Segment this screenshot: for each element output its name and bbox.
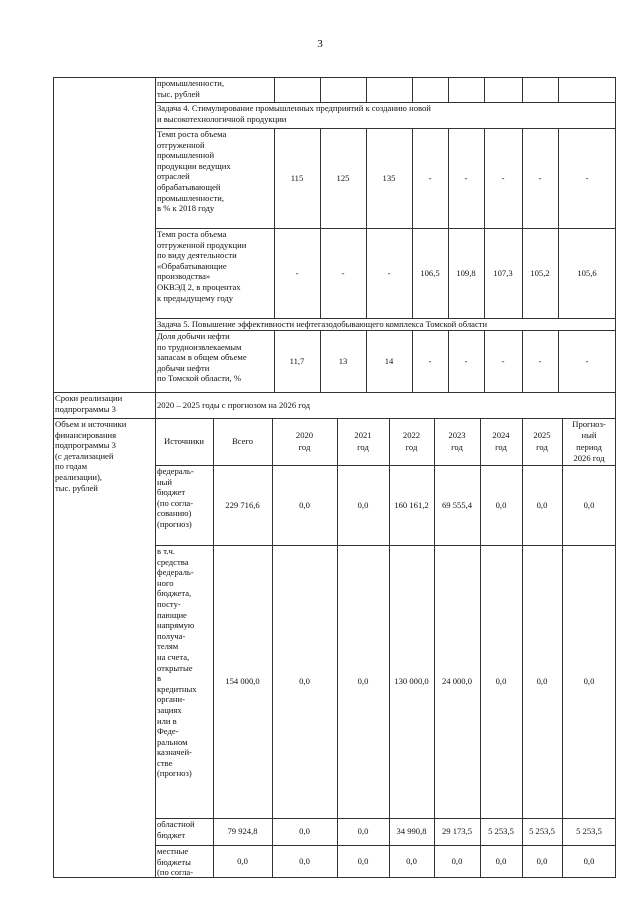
terms-label-line: Сроки реализации — [55, 393, 123, 403]
funding-value-line: 154 000,0 — [225, 676, 260, 687]
funding-value-line: 0,0 — [357, 826, 369, 837]
indicator-label-line: продукции ведущих — [157, 160, 231, 171]
column-header-line: 2024 — [492, 430, 510, 441]
indicator-value-line: 135 — [382, 172, 396, 183]
task-heading — [155, 103, 616, 129]
column-header-line: 2023 — [448, 430, 466, 441]
indicator-value — [366, 228, 412, 318]
funding-value — [389, 845, 434, 878]
funding-source-label-line: бюджет — [157, 829, 186, 840]
funding-source-label-line: Феде- — [157, 726, 179, 737]
indicator-value-line: 13 — [338, 355, 348, 366]
indicator-label-line: обрабатывающей — [157, 181, 221, 192]
column-header-line: период — [576, 441, 602, 452]
indicator-value — [412, 330, 448, 392]
funding-value-line: 0,0 — [536, 499, 548, 510]
funding-value — [337, 545, 389, 818]
indicator-label-line: по виду деятельности — [157, 250, 237, 261]
funding-value-line: 0,0 — [536, 856, 548, 867]
funding-value — [480, 465, 522, 545]
funding-label-line: (с детализацией — [55, 450, 114, 461]
funding-source-label-line: на счета, — [157, 651, 190, 662]
funding-source-label-line: средства — [157, 556, 189, 567]
funding-value-line: 0,0 — [357, 676, 369, 687]
indicator-value — [484, 330, 522, 392]
funding-value — [522, 465, 562, 545]
funding-value — [562, 545, 616, 818]
terms-value-line: 2020 – 2025 годы с прогнозом на 2026 год — [157, 399, 311, 410]
funding-value — [522, 845, 562, 878]
indicator-value-line: 107,3 — [493, 267, 513, 278]
indicator-value-line: - — [585, 355, 589, 366]
terms-label — [53, 393, 155, 419]
indicator-value — [558, 128, 616, 228]
funding-value — [213, 845, 272, 878]
funding-value-line: 130 000,0 — [394, 676, 429, 687]
funding-value-line: 5 253,5 — [488, 826, 514, 837]
indicator-value — [274, 128, 320, 228]
column-divider — [412, 77, 413, 102]
indicator-label-line: ОКВЭД 2, в процентах — [157, 281, 241, 292]
indicator-value-line: - — [464, 355, 468, 366]
funding-value — [272, 818, 337, 845]
funding-value-line: 0,0 — [299, 499, 310, 510]
funding-value — [337, 465, 389, 545]
column-header-line: 2021 — [354, 430, 372, 441]
funding-value-line: 5 253,5 — [529, 826, 555, 837]
column-header — [389, 418, 434, 465]
funding-label — [53, 419, 155, 509]
column-header — [213, 418, 272, 465]
funding-source-label-line: в — [157, 673, 162, 684]
funding-source-label-line: напрямую — [157, 620, 195, 631]
funding-label-line: подпрограммы 3 — [55, 440, 116, 451]
indicator-label-line: в % к 2018 году — [157, 203, 215, 214]
funding-value — [213, 545, 272, 818]
task-heading-line: и высокотехнологичной продукции — [157, 113, 287, 124]
column-divider — [522, 77, 523, 102]
indicator-label — [155, 229, 274, 319]
column-header — [562, 418, 616, 465]
column-divider — [558, 77, 559, 102]
funding-source-label-line: бюджета, — [157, 588, 192, 599]
indicator-value-line: 106,5 — [420, 267, 440, 278]
funding-source-label-line: телям — [157, 641, 179, 652]
funding-source-label-line: федераль- — [157, 567, 194, 578]
indicator-label-line: промышленности, — [157, 78, 224, 88]
indicator-value-line: 105,2 — [530, 267, 550, 278]
funding-value — [389, 545, 434, 818]
funding-value-line: 0,0 — [357, 856, 369, 867]
funding-value — [272, 465, 337, 545]
funding-value-line: 0,0 — [536, 676, 548, 687]
indicator-value-line: - — [538, 355, 542, 366]
funding-source-label-line: бюджеты — [157, 856, 191, 867]
funding-value — [337, 845, 389, 878]
funding-value-line: 0,0 — [299, 676, 310, 687]
funding-label-line: финансирования — [55, 429, 117, 440]
column-header — [434, 418, 480, 465]
indicator-value — [522, 330, 558, 392]
funding-value — [434, 818, 480, 845]
column-header — [480, 418, 522, 465]
indicator-value-line: 105,6 — [577, 267, 597, 278]
indicator-value — [484, 128, 522, 228]
indicator-value-line: - — [387, 267, 391, 278]
funding-source-label-line: ный — [157, 476, 172, 487]
funding-value — [272, 845, 337, 878]
indicator-label-line: отраслей — [157, 171, 190, 182]
funding-value — [562, 818, 616, 845]
indicator-value-line: 14 — [384, 355, 394, 366]
funding-value — [562, 845, 616, 878]
funding-source-label-line: открытые — [157, 662, 193, 673]
funding-value-line: 5 253,5 — [576, 826, 602, 837]
funding-label-line: тыс. рублей — [55, 482, 98, 493]
funding-value-line: 0,0 — [237, 856, 248, 867]
funding-value-line: 0,0 — [495, 676, 507, 687]
funding-source-label-line: федераль- — [157, 466, 194, 476]
funding-value-line: 0,0 — [406, 856, 417, 867]
funding-value — [562, 465, 616, 545]
column-divider — [484, 77, 485, 102]
indicator-label-line: Доля добычи нефти — [157, 331, 230, 341]
indicator-label-line: промышленной — [157, 150, 215, 161]
column-divider — [366, 77, 367, 102]
indicator-value — [366, 330, 412, 392]
funding-value-line: 0,0 — [357, 499, 369, 510]
column-header — [522, 418, 562, 465]
indicator-value — [274, 330, 320, 392]
indicator-value — [412, 128, 448, 228]
indicator-value-line: - — [585, 172, 589, 183]
funding-value-line: 0,0 — [583, 499, 595, 510]
indicator-value-line: - — [295, 267, 299, 278]
column-header-line: 2026 год — [573, 452, 605, 463]
indicator-label-line: отгруженной — [157, 139, 205, 150]
funding-source-label-line: органи- — [157, 694, 185, 705]
indicator-label-line: по трудноизвлекаемым — [157, 341, 242, 352]
indicator-label-line: производства» — [157, 271, 211, 282]
indicator-value — [484, 228, 522, 318]
indicator-value — [412, 228, 448, 318]
indicator-value-line: - — [428, 355, 432, 366]
column-header — [337, 418, 389, 465]
column-divider — [320, 77, 321, 102]
indicator-label — [155, 78, 274, 103]
indicator-label — [155, 331, 274, 393]
funding-value-line: 69 555,4 — [441, 499, 473, 510]
funding-source-label-line: пающие — [157, 609, 187, 620]
funding-value — [522, 545, 562, 818]
column-header-line: 2022 — [402, 430, 421, 441]
funding-source-label-line: (прогноз) — [157, 768, 192, 779]
funding-source-label-line: стве — [157, 757, 173, 768]
task-heading-line: Задача 5. Повышение эффективности нефтегазодобывающего комплекса Томской области — [157, 319, 488, 329]
funding-value — [337, 818, 389, 845]
indicator-value — [320, 330, 366, 392]
funding-value — [213, 465, 272, 545]
funding-source-label-line: зациях — [157, 704, 182, 715]
column-divider — [274, 77, 275, 102]
column-header-line: год — [536, 441, 548, 452]
indicator-value — [320, 228, 366, 318]
funding-value-line: 160 161,2 — [394, 499, 429, 510]
column-header-line: год — [451, 441, 463, 452]
indicator-value-line: 11,7 — [289, 355, 305, 366]
funding-source-label-line: (по согла- — [157, 867, 194, 878]
funding-value-line: 0,0 — [299, 826, 310, 837]
funding-value — [213, 818, 272, 845]
terms-label-line: подпрограммы 3 — [55, 403, 116, 414]
funding-value-line: 229 716,6 — [225, 499, 260, 510]
funding-source-label-line: ральном — [157, 736, 188, 747]
funding-value-line: 79 924,8 — [227, 826, 258, 837]
column-header-line: год — [405, 441, 418, 452]
column-header-line: ный — [581, 430, 597, 441]
funding-value-line: 0,0 — [495, 499, 507, 510]
indicator-value-line: 125 — [336, 172, 350, 183]
column-header-line: год — [495, 441, 507, 452]
indicator-label-line: отгруженной продукции — [157, 239, 247, 250]
indicator-value-line: - — [464, 172, 468, 183]
column-header-line: Прогноз- — [572, 419, 606, 430]
funding-source-label-line: кредитных — [157, 683, 197, 694]
funding-value-line: 0,0 — [583, 856, 595, 867]
page-number: 3 — [317, 38, 323, 50]
funding-source-label — [155, 466, 213, 546]
indicator-value — [320, 128, 366, 228]
funding-label-line: Объем и источники — [55, 419, 127, 429]
funding-source-label-line: или в — [157, 715, 177, 726]
funding-source-label-line: посту- — [157, 598, 181, 609]
indicator-label-line: по Томской области, % — [157, 373, 241, 384]
indicator-value — [448, 128, 484, 228]
funding-value — [389, 465, 434, 545]
funding-source-label — [155, 546, 213, 819]
indicator-label — [155, 129, 274, 229]
indicator-value-line: - — [501, 355, 505, 366]
indicator-label-line: добычи нефти — [157, 362, 210, 373]
column-header — [155, 418, 213, 465]
terms-value — [155, 392, 616, 418]
indicator-value-line: - — [501, 172, 505, 183]
funding-value-line: 0,0 — [583, 676, 595, 687]
funding-value-line: 0,0 — [495, 856, 507, 867]
funding-value-line: 29 173,5 — [441, 826, 473, 837]
indicator-value-line: - — [428, 172, 432, 183]
indicator-label-line: тыс. рублей — [157, 88, 200, 99]
indicator-label-line: «Обрабатывающие — [157, 260, 227, 271]
indicator-label-line: к предыдущему году — [157, 292, 234, 303]
indicator-value — [448, 228, 484, 318]
funding-source-label-line: в т.ч. — [157, 546, 175, 556]
funding-value — [434, 465, 480, 545]
indicator-value — [274, 228, 320, 318]
column-divider — [448, 77, 449, 102]
indicator-value-line: 115 — [290, 172, 304, 183]
indicator-value — [448, 330, 484, 392]
column-header-line: Всего — [231, 435, 254, 446]
indicator-label-line: Темп роста объема — [157, 229, 227, 239]
funding-source-label-line: областной — [157, 819, 195, 829]
indicator-value-line: 109,8 — [456, 267, 476, 278]
indicator-label-line: промышленности, — [157, 192, 224, 203]
indicator-value — [522, 228, 558, 318]
funding-source-label-line: (по согла- — [157, 497, 194, 508]
funding-source-label — [155, 846, 213, 879]
funding-label-line: реализации), — [55, 471, 103, 482]
funding-source-label-line: получа- — [157, 630, 186, 641]
indicator-value — [558, 330, 616, 392]
funding-value-line: 0,0 — [299, 856, 310, 867]
indicator-label-line: Темп роста объема — [157, 129, 227, 139]
funding-value — [480, 845, 522, 878]
indicator-value — [522, 128, 558, 228]
funding-value-line: 24 000,0 — [441, 676, 473, 687]
indicator-value — [366, 128, 412, 228]
indicator-value — [558, 228, 616, 318]
column-header-line: 2025 — [533, 430, 551, 441]
funding-value — [434, 545, 480, 818]
funding-value — [272, 545, 337, 818]
funding-source-label-line: местные — [157, 846, 189, 856]
column-header-line: год — [298, 441, 311, 452]
funding-value-line: 34 990,8 — [396, 826, 427, 837]
funding-source-label-line: казначей- — [157, 747, 192, 758]
funding-source-label-line: бюджет — [157, 487, 186, 498]
funding-source-label-line: (прогноз) — [157, 518, 192, 529]
funding-label-line: по годам — [55, 461, 88, 472]
column-header-line: 2020 — [295, 430, 314, 441]
funding-value-line: 0,0 — [451, 856, 463, 867]
indicator-label-line: запасам в общем объеме — [157, 352, 247, 363]
funding-value — [480, 818, 522, 845]
indicator-value-line: - — [341, 267, 345, 278]
funding-value — [480, 545, 522, 818]
column-header-line: Источники — [163, 435, 205, 446]
funding-source-label-line: сованию) — [157, 508, 192, 519]
funding-value — [434, 845, 480, 878]
funding-value — [389, 818, 434, 845]
funding-value — [522, 818, 562, 845]
funding-source-label-line: ного — [157, 577, 174, 588]
funding-source-label — [155, 819, 213, 846]
task-heading-line: Задача 4. Стимулирование промышленных предприятий к созданию новой — [157, 103, 431, 113]
column-header — [272, 418, 337, 465]
indicator-value-line: - — [538, 172, 542, 183]
column-header-line: год — [357, 441, 369, 452]
